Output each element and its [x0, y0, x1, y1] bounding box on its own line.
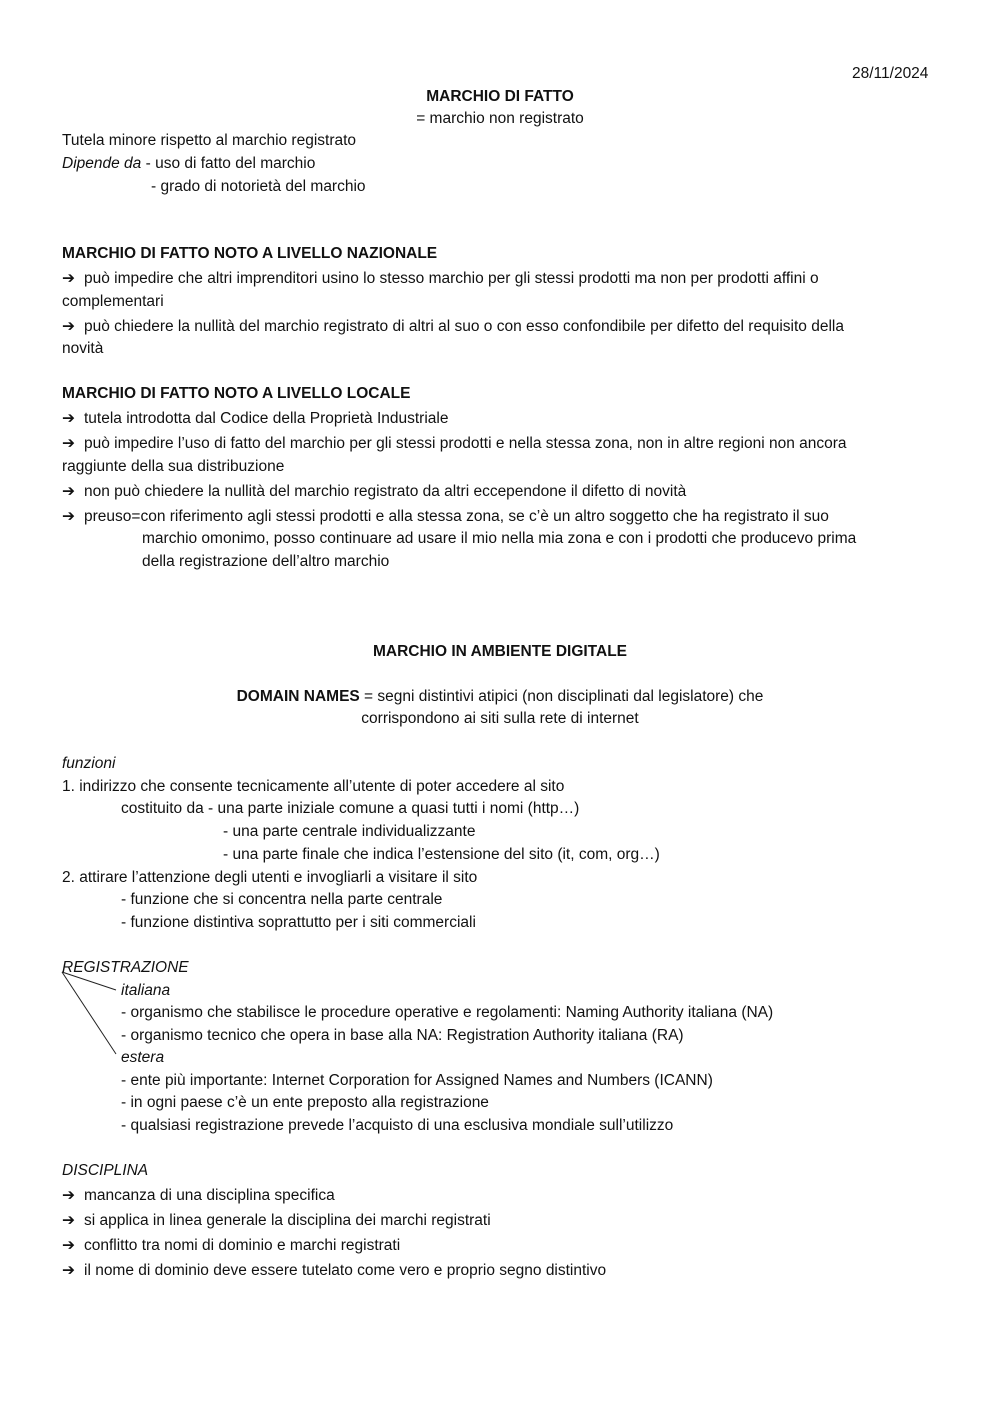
list-item	[62, 1186, 335, 1206]
list-item-text: può impedire che altri imprenditori usino lo stesso marchio per gli stessi prodotti ma non per prodotti affini o	[84, 270, 819, 287]
section-heading-locale: MARCHIO DI FATTO NOTO A LIVELLO LOCALE	[62, 385, 411, 402]
list-item-text: tutela introdotta dal Codice della Proprietà Industriale	[84, 410, 449, 427]
domain-definition	[0, 687, 1000, 707]
registrazione-item: - qualsiasi registrazione prevede l’acquisto di una esclusiva mondiale sull’utilizzo	[121, 1117, 674, 1134]
arrow-icon: ➔	[62, 483, 75, 500]
registrazione-label: REGISTRAZIONE	[62, 959, 189, 976]
list-item	[62, 434, 847, 454]
branch-lines	[60, 970, 120, 1056]
list-item	[62, 482, 686, 502]
list-item-continuation: marchio omonimo, posso continuare ad usare il mio nella mia zona e con i prodotti che producevo prima	[142, 530, 857, 547]
registrazione-estera-label: estera	[121, 1049, 165, 1066]
disciplina-label: DISCIPLINA	[62, 1162, 149, 1179]
list-item	[62, 507, 829, 527]
list-item-continuation: raggiunte della sua distribuzione	[62, 458, 285, 475]
funzione-item: 1. indirizzo che consente tecnicamente all’utente di poter accedere al sito	[62, 778, 565, 795]
list-item-text: il nome di dominio deve essere tutelato come vero e proprio segno distintivo	[84, 1262, 607, 1279]
dipende-item: - grado di notorietà del marchio	[151, 178, 366, 195]
list-item-text: mancanza di una disciplina specifica	[84, 1187, 335, 1204]
arrow-icon: ➔	[62, 508, 75, 525]
funzione-subitem: - funzione distintiva soprattutto per i siti commerciali	[121, 914, 476, 931]
arrow-icon: ➔	[62, 1262, 75, 1279]
list-item-text: si applica in linea generale la disciplina dei marchi registrati	[84, 1212, 491, 1229]
date: 28/11/2024	[852, 65, 929, 82]
arrow-icon: ➔	[62, 1212, 75, 1229]
list-item-text: può impedire l’uso di fatto del marchio per gli stessi prodotti e nella stessa zona, non in altre regioni non ancora	[84, 435, 847, 452]
list-item-text: non può chiedere la nullità del marchio registrato da altri eccependone il difetto di novità	[84, 483, 687, 500]
registrazione-italiana-label: italiana	[121, 982, 171, 999]
funzione-item: 2. attirare l’attenzione degli utenti e invogliarli a visitare il sito	[62, 869, 478, 886]
funzione-subitem: costituito da - una parte iniziale comune a quasi tutti i nomi (http…)	[121, 800, 580, 817]
arrow-icon: ➔	[62, 410, 75, 427]
list-item	[62, 1236, 400, 1256]
list-item-text: può chiedere la nullità del marchio registrato di altri al suo o con esso confondibile per difetto del requisito della	[84, 318, 844, 335]
intro-line: Tutela minore rispetto al marchio registrato	[62, 132, 357, 149]
domain-definition-continuation: corrispondono ai siti sulla rete di internet	[361, 710, 639, 727]
list-item	[62, 1211, 491, 1231]
section-heading-nazionale: MARCHIO DI FATTO NOTO A LIVELLO NAZIONALE	[62, 245, 438, 262]
list-item	[62, 269, 819, 289]
list-item-continuation: novità	[62, 340, 104, 357]
section-heading-digitale: MARCHIO IN AMBIENTE DIGITALE	[372, 643, 628, 660]
arrow-icon: ➔	[62, 1187, 75, 1204]
arrow-icon: ➔	[62, 270, 75, 287]
funzione-subitem: - una parte finale che indica l’estensione del sito (it, com, org…)	[223, 846, 660, 863]
domain-label: DOMAIN NAMES	[236, 688, 360, 705]
dipende-label: Dipende da	[62, 155, 142, 172]
funzioni-label: funzioni	[62, 755, 116, 772]
list-item-continuation: complementari	[62, 293, 164, 310]
list-item	[62, 1261, 606, 1281]
page-subtitle: = marchio non registrato	[416, 110, 584, 127]
arrow-icon: ➔	[62, 1237, 75, 1254]
funzione-subitem: - funzione che si concentra nella parte centrale	[121, 891, 443, 908]
registrazione-item: - organismo che stabilisce le procedure operative e regolamenti: Naming Authority italiana (NA)	[121, 1004, 774, 1021]
page-title: MARCHIO DI FATTO	[426, 88, 574, 105]
funzione-subitem: - una parte centrale individualizzante	[223, 823, 476, 840]
list-item	[62, 317, 844, 337]
list-item-text: conflitto tra nomi di dominio e marchi registrati	[84, 1237, 401, 1254]
dipende-item: - uso di fatto del marchio	[141, 155, 316, 172]
registrazione-item: - organismo tecnico che opera in base alla NA: Registration Authority italiana (RA)	[121, 1027, 684, 1044]
list-item-continuation: della registrazione dell’altro marchio	[142, 553, 390, 570]
arrow-icon: ➔	[62, 318, 75, 335]
registrazione-item: - ente più importante: Internet Corporation for Assigned Names and Numbers (ICANN)	[121, 1072, 713, 1089]
registrazione-item: - in ogni paese c’è un ente preposto alla registrazione	[121, 1094, 489, 1111]
list-item-text: preuso=con riferimento agli stessi prodotti e alla stessa zona, se c’è un altro soggetto che ha registrato il suo	[84, 508, 829, 525]
list-item	[62, 409, 448, 429]
arrow-icon: ➔	[62, 435, 75, 452]
domain-definition-text: = segni distintivi atipici (non disciplinati dal legislatore) che	[359, 688, 764, 705]
dipende-line	[62, 154, 315, 174]
